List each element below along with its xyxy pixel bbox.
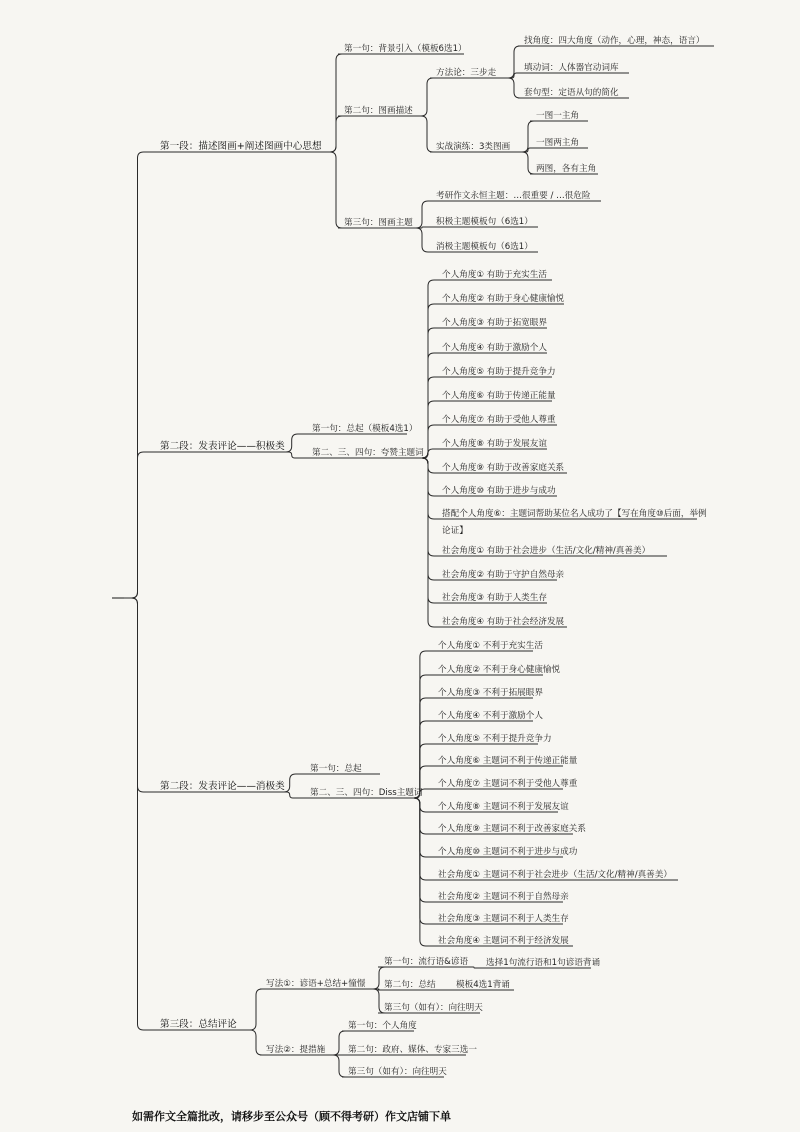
node-label-p3a5: 个人角度⑤ 不利于提升竞争力 xyxy=(438,734,552,744)
node-label-p2a7: 个人角度⑦ 有助于受他人尊重 xyxy=(442,415,556,425)
node-label-p2a5: 个人角度⑤ 有助于提升竞争力 xyxy=(442,367,556,377)
node-label-p2a3: 个人角度③ 有助于拓宽眼界 xyxy=(442,318,547,328)
edge-p1s2a3 xyxy=(506,78,520,98)
edge-p2b4 xyxy=(420,458,436,627)
node-label-p3: 第二段：发表评论——消极类 xyxy=(160,781,285,792)
node-label-p1s2: 第二句：图画描述 xyxy=(344,106,413,116)
node-label-p3a4: 个人角度④ 不利于激励个人 xyxy=(438,711,543,721)
node-label-p3s2: 第二、三、四句：Diss主题词 xyxy=(310,788,423,798)
node-label-p1s2a3: 套句型：定语从句的简化 xyxy=(524,88,619,98)
node-label-p2a6: 个人角度⑥ 有助于传递正能量 xyxy=(442,391,556,401)
node-label-p2b3: 社会角度③ 有助于人类生存 xyxy=(442,593,547,603)
edge-p4w1c xyxy=(371,989,385,1013)
node-label-p3b4: 社会角度④ 主题词不利于经济发展 xyxy=(438,936,569,946)
node-label-p3a8: 个人角度⑧ 主题词不利于发展友谊 xyxy=(438,802,569,812)
edge-p1s2b3 xyxy=(520,152,534,174)
edge-p1s3c xyxy=(414,228,430,252)
edge-p1s2a xyxy=(419,78,433,116)
edge-p1s2 xyxy=(328,116,342,152)
node-label-p4w2b: 第二句：政府、媒体、专家三选一 xyxy=(348,1045,477,1055)
node-label-p1s2b2: 一图两主角 xyxy=(536,138,579,148)
node-label-p2a10: 个人角度⑩ 有助于进步与成功 xyxy=(442,486,556,496)
node-label-p2a11b: 论证】 xyxy=(442,526,468,536)
node-label-p3a3: 个人角度③ 不利于拓展眼界 xyxy=(438,688,543,698)
node-label-p4w2c: 第三句（如有）：向往明天 xyxy=(348,1067,447,1077)
node-label-p4w1b: 第二句：总结 xyxy=(384,980,436,990)
node-label-p2a9: 个人角度⑨ 有助于改善家庭关系 xyxy=(442,463,565,473)
node-label-p3b2: 社会角度② 主题词不利于自然母亲 xyxy=(438,892,569,902)
edge-p4w2 xyxy=(248,1030,262,1055)
edge-p3 xyxy=(124,598,154,792)
edge-p4w2a xyxy=(331,1031,345,1055)
node-label-p1: 第一段：描述图画+阐述图画中心思想 xyxy=(160,141,322,152)
edge-p3a8 xyxy=(410,798,432,812)
edge-p3a10 xyxy=(410,798,432,857)
node-label-p1s2b: 实战演练：3类图画 xyxy=(436,142,511,152)
edge-p1s3a xyxy=(414,201,430,228)
node-label-p4w1a1: 选择1句流行语和1句谚语背诵 xyxy=(486,958,601,968)
edge-p1s1 xyxy=(328,54,342,152)
node-label-p2a4: 个人角度④ 有助于激励个人 xyxy=(442,343,547,353)
edge-p3a3 xyxy=(410,698,432,798)
node-label-p4w2: 写法②：提措施 xyxy=(266,1045,326,1055)
edge-p1s3 xyxy=(328,152,342,228)
node-label-p4w1: 写法①：谚语+总结+憧憬 xyxy=(266,979,366,989)
node-label-p3a2: 个人角度② 不利于身心健康愉悦 xyxy=(438,665,561,675)
node-label-p1s3c: 消极主题模板句（6选1） xyxy=(436,242,533,252)
node-label-p2a1: 个人角度① 有助于充实生活 xyxy=(442,270,547,280)
node-label-p1s1: 第一句：背景引入（模板6选1） xyxy=(344,44,467,54)
node-label-p3b1: 社会角度① 主题词不利于社会进步（生活/文化/精神/真善美） xyxy=(438,870,672,880)
node-label-p1s3: 第三句：图画主题 xyxy=(344,218,413,228)
edge-p3a2 xyxy=(410,675,432,798)
edge-p4w1 xyxy=(248,989,262,1030)
edge-p4w1a1 xyxy=(466,967,480,968)
node-label-p3a9: 个人角度⑨ 主题词不利于改善家庭关系 xyxy=(438,824,586,834)
node-label-p1s2b3: 两图，各有主角 xyxy=(536,164,597,174)
node-label-p2s2: 第二、三、四句：夸赞主题词 xyxy=(312,448,424,458)
node-label-p3a7: 个人角度⑦ 主题词不利于受他人尊重 xyxy=(438,779,578,789)
node-label-p2b4: 社会角度④ 有助于社会经济发展 xyxy=(442,617,565,627)
edge-p3a4 xyxy=(410,721,432,798)
node-label-p3s1: 第一句：总起 xyxy=(310,764,362,774)
edge-p3b2 xyxy=(410,798,432,902)
edge-p3a1 xyxy=(410,651,432,798)
node-label-p1s2a2: 填动词：人体器官动词库 xyxy=(524,63,619,73)
node-label-p2a2: 个人角度② 有助于身心健康愉悦 xyxy=(442,294,565,304)
node-label-p1s3a: 考研作文永恒主题：…很重要 / …很危险 xyxy=(436,191,591,201)
node-label-p3a6: 个人角度⑥ 主题词不利于传递正能量 xyxy=(438,756,578,766)
edge-p4 xyxy=(124,598,154,1030)
node-label-p2: 第二段：发表评论——积极类 xyxy=(160,441,285,452)
edge-p2s2 xyxy=(280,452,306,458)
node-label-p2a8: 个人角度⑧ 有助于发展友谊 xyxy=(442,439,547,449)
node-label-p2b2: 社会角度② 有助于守护自然母亲 xyxy=(442,570,565,580)
edge-p3a9 xyxy=(410,798,432,834)
edge-p3b3 xyxy=(410,798,432,924)
node-label-p4w1c: 第三句（如有）：向往明天 xyxy=(384,1003,483,1013)
edge-p3s2 xyxy=(278,792,304,798)
edge-p1s2b1 xyxy=(520,121,534,152)
footer-note: 如需作文全篇批改，请移步至公众号（顾不得考研）作文店铺下单 xyxy=(132,1110,451,1123)
node-label-p4w1a: 第一句：流行语&谚语 xyxy=(384,957,469,967)
edge-p1s2b xyxy=(419,116,433,152)
node-label-p1s2b1: 一图一主角 xyxy=(536,111,579,121)
node-label-p3b3: 社会角度③ 主题词不利于人类生存 xyxy=(438,914,569,924)
node-label-p1s3b: 积极主题模板句（6选1） xyxy=(436,217,533,227)
node-label-p4: 第三段：总结评论 xyxy=(160,1019,237,1030)
node-label-p2a11: 搭配个人角度⑥：主题词帮助某位名人成功了【写在角度⑩后面，举例 xyxy=(442,509,707,519)
node-label-p3a1: 个人角度① 不利于充实生活 xyxy=(438,641,543,651)
node-label-p1s2a: 方法论：三步走 xyxy=(436,68,497,78)
edge-p1 xyxy=(124,152,154,598)
edge-p4w2c xyxy=(331,1055,345,1077)
edge-p2 xyxy=(124,452,154,598)
node-label-p3a10: 个人角度⑩ 主题词不利于进步与成功 xyxy=(438,847,578,857)
edge-p4w1a xyxy=(371,967,385,989)
node-label-p2b1: 社会角度① 有助于社会进步（生活/文化/精神/真善美） xyxy=(442,546,651,556)
node-label-p4w2a: 第一句：个人角度 xyxy=(348,1021,417,1031)
node-label-p2s1: 第一句：总起（模板4选1） xyxy=(312,424,418,434)
node-label-p1s2a1: 找角度：四大角度（动作，心理，神态，语言） xyxy=(524,36,705,46)
node-label-p4w1b1: 模板4选1背诵 xyxy=(456,980,510,990)
